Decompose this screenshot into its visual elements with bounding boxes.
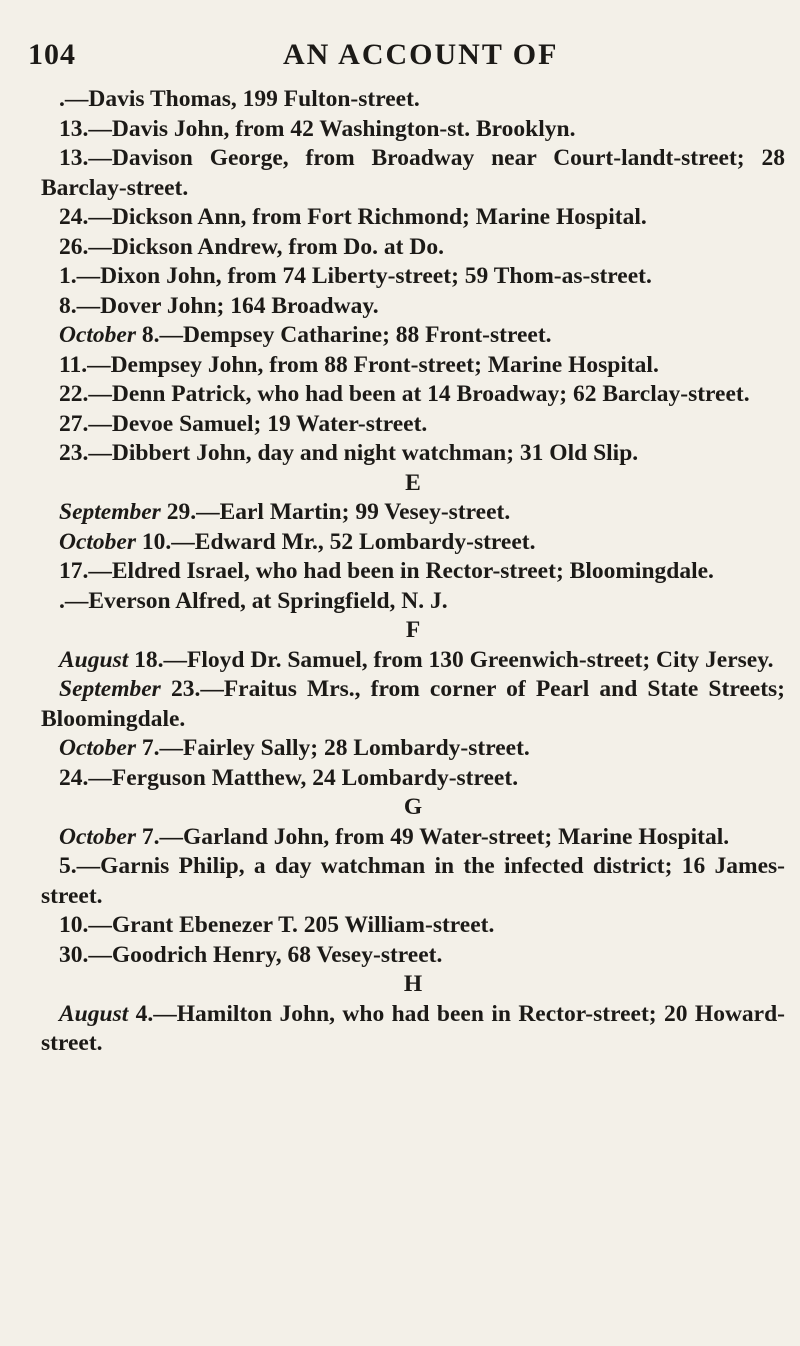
list-item [41,410,785,440]
entry-text: .—Everson Alfred, at Springfield, N. J. [59,587,448,614]
list-item [41,203,785,233]
entry-text: 10.—Edward Mr., 52 Lombardy-street. [136,528,536,555]
list-item [41,941,785,971]
entry-month: October [59,322,137,348]
list-item [41,380,785,410]
entry-text: 7.—Garland John, from 49 Water-street; Marine Hospital. [136,823,730,850]
list-item [41,852,785,911]
list-item [41,823,785,853]
list-item [41,351,785,381]
list-item [41,734,785,764]
list-item [41,675,785,734]
entry-text: 13.—Davis John, from 42 Washington-st. Brooklyn. [59,115,576,142]
entry-text: 23.—Fraitus Mrs., from corner of Pearl and State Streets; Bloomingdale. [41,676,785,732]
list-item [41,587,785,617]
list-item [41,85,785,115]
entry-text: 24.—Dickson Ann, from Fort Richmond; Marine Hospital. [59,204,647,230]
entry-month: September [59,676,161,702]
list-item [41,528,785,558]
list-item [41,233,785,263]
list-item [41,439,785,469]
list-item [41,262,785,292]
entry-text: 24.—Ferguson Matthew, 24 Lombardy-street. [59,764,519,791]
entry-text: 8.—Dempsey Catharine; 88 Front-street. [136,322,552,348]
list-item [41,911,785,941]
entry-text: 17.—Eldred Israel, who had been in Rector-street; Bloomingdale. [59,558,714,584]
entry-text: 7.—Fairley Sally; 28 Lombardy-street. [136,735,530,761]
entry-text: 5.—Garnis Philip, a day watchman in the infected district; 16 James-street. [41,853,785,909]
entry-text: 8.—Dover John; 164 Broadway. [59,292,379,319]
entry-text: 11.—Dempsey John, from 88 Front-street; Marine Hospital. [59,351,659,378]
running-head: AN ACCOUNT OF [283,38,559,71]
list-item [41,557,785,587]
entry-month: October [59,528,137,555]
entry-text: 10.—Grant Ebenezer T. 205 William-street. [59,912,495,938]
entry-month: August [59,1000,129,1027]
page-number: 104 [28,38,76,71]
entry-list [41,85,785,1059]
page-header [0,2,800,72]
entry-text: 26.—Dickson Andrew, from Do. at Do. [59,233,444,260]
section-letter: G [403,794,423,820]
entry-month: September [59,499,161,525]
entry-month: October [59,823,137,850]
list-item [41,115,785,145]
list-item [41,144,785,203]
list-item [41,1000,785,1059]
list-item [41,646,785,676]
entry-text: 23.—Dibbert John, day and night watchman; 31 Old Slip. [59,440,639,466]
entry-text: 13.—Davison George, from Broadway near Court-landt-street; 28 Barclay-street. [41,145,785,201]
entry-text: 27.—Devoe Samuel; 19 Water-street. [59,410,428,437]
entry-text: 30.—Goodrich Henry, 68 Vesey-street. [59,941,443,968]
entry-text: .—Davis Thomas, 199 Fulton-street. [59,86,420,112]
entry-month: October [59,735,137,761]
section-letter: F [405,617,421,643]
entry-month: August [59,646,129,673]
section-letter: H [403,971,423,997]
entry-text: 22.—Denn Patrick, who had been at 14 Broadway; 62 Barclay-street. [59,381,750,407]
entry-text: 29.—Earl Martin; 99 Vesey-street. [160,499,511,525]
entry-text: 18.—Floyd Dr. Samuel, from 130 Greenwich-street; City Jersey. [128,646,774,673]
section-letter: E [405,469,421,496]
list-item [41,498,785,528]
list-item [41,321,785,351]
list-item [41,292,785,322]
list-item [41,764,785,794]
entry-text: 4.—Hamilton John, who had been in Rector-street; 20 Howard-street. [41,1000,785,1056]
entry-text: 1.—Dixon John, from 74 Liberty-street; 59 Thom-as-street. [59,263,652,289]
